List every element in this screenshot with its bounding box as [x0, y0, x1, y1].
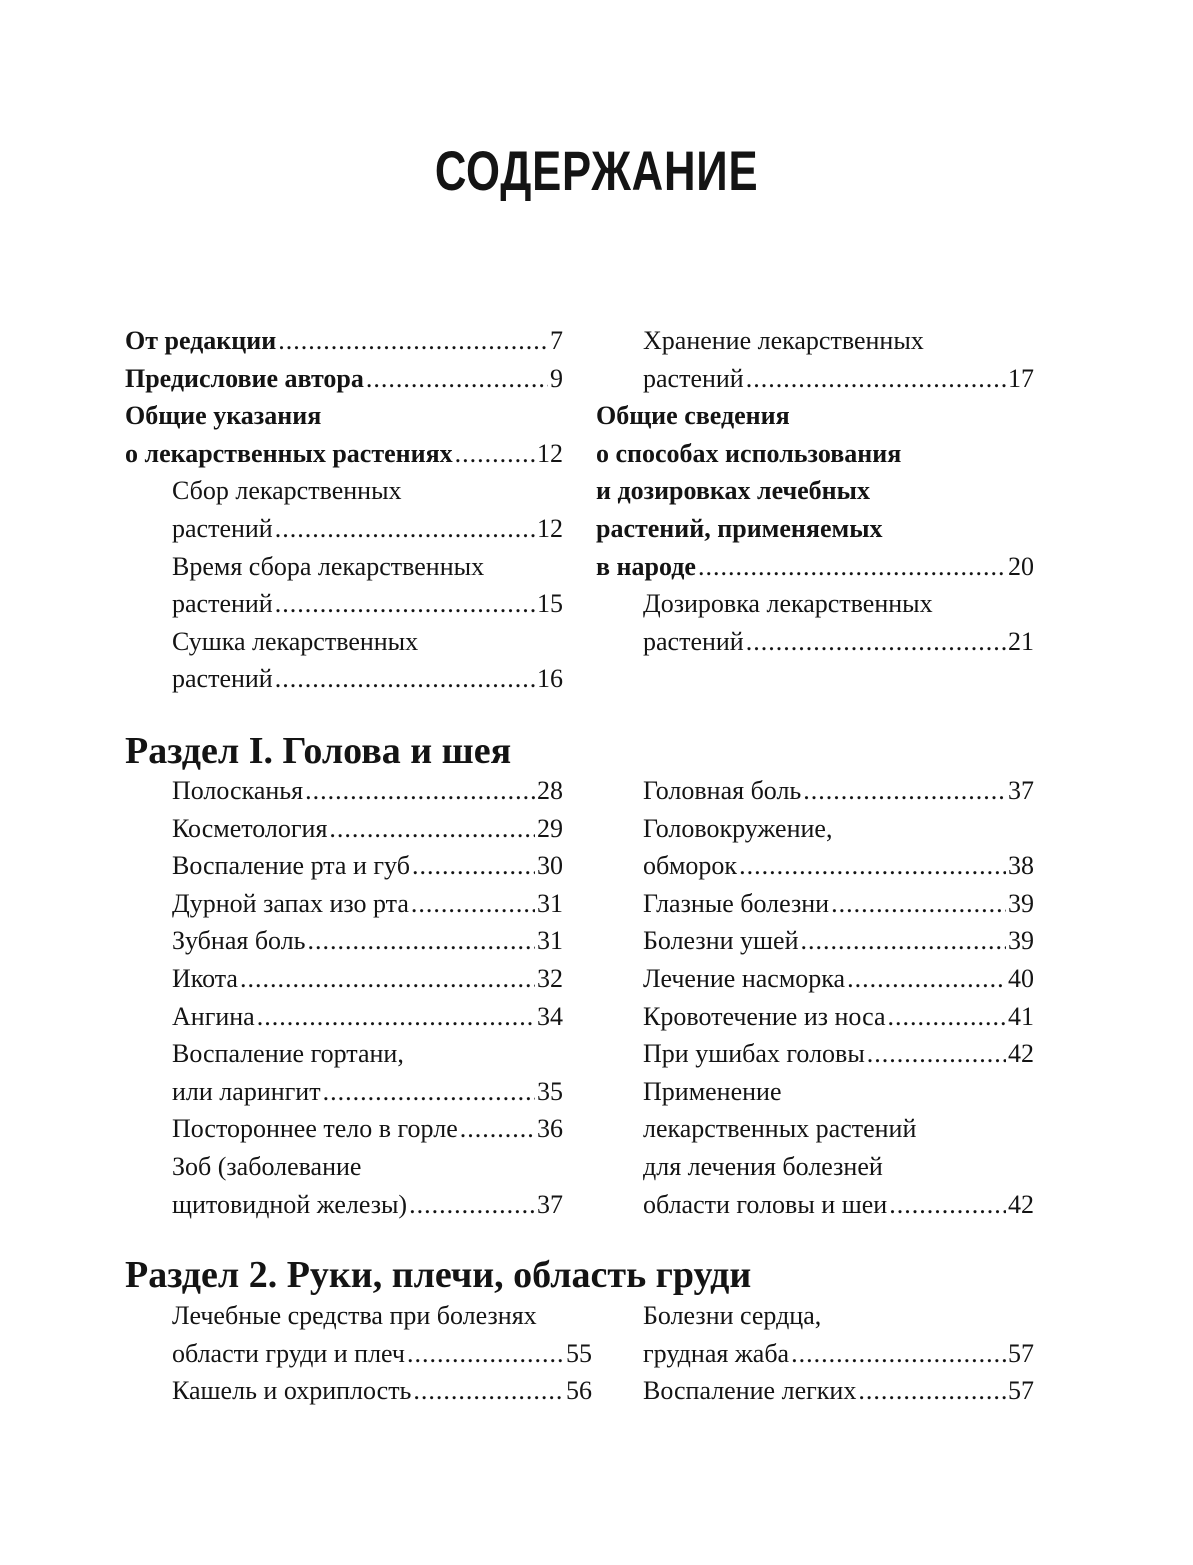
toc-entry-title: и дозировках лечебных	[596, 476, 870, 506]
toc-entry-page: 31	[537, 926, 563, 956]
dot-leader	[791, 1335, 1006, 1373]
section-2-left-column	[172, 1297, 592, 1410]
toc-entry-title: Постороннее тело в горле	[172, 1114, 458, 1144]
toc-entry-title: растений	[172, 664, 273, 694]
toc-entry-title: растений	[643, 626, 744, 656]
toc-entry-title: Общие указания	[125, 401, 322, 431]
toc-entry	[172, 810, 563, 848]
toc-entry	[125, 660, 563, 698]
dot-leader	[801, 922, 1007, 960]
toc-entry-page: 38	[1008, 851, 1034, 881]
toc-entry-page: 32	[537, 963, 563, 993]
toc-entry-page: 39	[1008, 888, 1034, 918]
dot-leader	[308, 922, 535, 960]
toc-entry	[643, 1335, 1034, 1373]
toc-entry	[172, 772, 563, 810]
toc-entry-title: Кровотечение из носа	[643, 1001, 886, 1031]
section-1-heading: Раздел I. Голова и шея	[125, 730, 512, 772]
toc-entry-title: в народе	[596, 551, 696, 581]
dot-leader	[275, 510, 535, 548]
toc-entry	[125, 360, 563, 398]
toc-entry-title: о лекарственных растениях	[125, 438, 453, 468]
toc-entry-page: 57	[1008, 1376, 1034, 1406]
toc-entry	[643, 810, 1034, 848]
toc-entry-title: Глазные болезни	[643, 888, 830, 918]
toc-entry-title: Воспаление гортани,	[172, 1039, 404, 1069]
dot-leader	[460, 1110, 535, 1148]
dot-leader	[275, 660, 535, 698]
toc-entry-page: 7	[550, 326, 563, 355]
toc-entry	[125, 435, 563, 473]
toc-entry-title: Лечебные средства при болезнях	[172, 1301, 537, 1330]
toc-entry	[643, 1372, 1034, 1410]
toc-entry	[125, 585, 563, 623]
toc-entry-title: Хранение лекарственных	[643, 326, 924, 355]
toc-entry	[125, 472, 563, 510]
dot-leader	[323, 1073, 535, 1111]
toc-entry-title: или ларингит	[172, 1076, 321, 1106]
dot-leader	[412, 847, 535, 885]
toc-entry-title: Болезни сердца,	[643, 1301, 822, 1330]
dot-leader	[858, 1372, 1006, 1410]
toc-entry-title: Головная боль	[643, 776, 802, 805]
toc-entry	[643, 847, 1034, 885]
toc-entry-page: 41	[1008, 1001, 1034, 1031]
toc-entry-page: 37	[537, 1189, 563, 1219]
toc-entry-page: 30	[537, 851, 563, 881]
toc-entry-page: 37	[1008, 776, 1034, 805]
dot-leader	[831, 885, 1006, 923]
dot-leader	[329, 810, 535, 848]
toc-entry-title: грудная жаба	[643, 1338, 790, 1368]
toc-entry-title: Воспаление рта и губ	[172, 851, 410, 881]
toc-entry	[643, 998, 1034, 1036]
toc-entry	[596, 397, 1034, 435]
toc-entry	[125, 510, 563, 548]
toc-entry	[172, 1148, 563, 1186]
dot-leader	[275, 585, 535, 623]
toc-entry-page: 12	[537, 513, 563, 543]
toc-entry	[643, 1073, 1034, 1111]
dot-leader	[746, 360, 1006, 398]
toc-entry-page: 21	[1008, 626, 1034, 656]
toc-entry-title: Время сбора лекарственных	[172, 551, 485, 581]
toc-entry	[596, 623, 1034, 661]
toc-entry	[125, 322, 563, 360]
dot-leader	[867, 1035, 1006, 1073]
toc-entry	[172, 1335, 592, 1373]
toc-entry	[643, 1110, 1034, 1148]
toc-entry	[643, 885, 1034, 923]
toc-entry-title: Дурной запах изо рта	[172, 888, 409, 918]
toc-entry	[596, 472, 1034, 510]
dot-leader	[847, 960, 1006, 998]
toc-entry	[172, 922, 563, 960]
toc-entry	[125, 623, 563, 661]
dot-leader	[409, 1186, 535, 1224]
toc-entry-title: Головокружение,	[643, 813, 833, 843]
toc-entry-page: 55	[566, 1338, 592, 1368]
toc-entry-page: 34	[537, 1001, 563, 1031]
toc-entry-title: растений, применяемых	[596, 513, 883, 543]
toc-entry	[643, 922, 1034, 960]
intro-right-column	[596, 322, 1034, 660]
toc-entry-title: Полосканья	[172, 776, 304, 805]
toc-entry-title: щитовидной железы)	[172, 1189, 408, 1219]
toc-entry	[643, 1297, 1034, 1335]
toc-entry	[643, 1148, 1034, 1186]
toc-entry-title: Предисловие автора	[125, 363, 364, 393]
toc-entry-title: лекарственных растений	[643, 1114, 917, 1144]
toc-entry	[172, 1372, 592, 1410]
toc-entry-page: 12	[537, 438, 563, 468]
toc-entry	[172, 960, 563, 998]
dot-leader	[455, 435, 535, 473]
toc-entry-title: Икота	[172, 963, 238, 993]
section-2-heading: Раздел 2. Руки, плечи, область груди	[125, 1254, 752, 1296]
toc-entry	[172, 1035, 563, 1073]
toc-entry	[643, 960, 1034, 998]
toc-entry-title: От редакции	[125, 326, 277, 355]
dot-leader	[413, 1372, 564, 1410]
section-1-left-column	[172, 772, 563, 1223]
toc-entry-title: области головы и шеи	[643, 1189, 888, 1219]
toc-entry-title: Сушка лекарственных	[172, 626, 419, 656]
toc-entry-title: обморок	[643, 851, 738, 881]
toc-entry	[596, 360, 1034, 398]
dot-leader	[305, 772, 535, 810]
intro-left-column	[125, 322, 563, 698]
toc-entry	[172, 1073, 563, 1111]
toc-entry-title: о способах использования	[596, 438, 902, 468]
toc-entry-title: Дозировка лекарственных	[643, 589, 933, 619]
toc-entry	[172, 1297, 592, 1335]
toc-entry	[596, 322, 1034, 360]
dot-leader	[889, 1186, 1006, 1224]
toc-entry-page: 20	[1008, 551, 1034, 581]
toc-entry-page: 42	[1008, 1189, 1034, 1219]
toc-entry-title: для лечения болезней	[643, 1151, 883, 1181]
toc-entry-page: 40	[1008, 963, 1034, 993]
toc-entry	[596, 585, 1034, 623]
dot-leader	[278, 322, 548, 360]
dot-leader	[407, 1335, 564, 1373]
toc-entry	[172, 998, 563, 1036]
toc-entry	[125, 397, 563, 435]
toc-entry	[172, 1110, 563, 1148]
toc-entry	[125, 548, 563, 586]
toc-entry-title: При ушибах головы	[643, 1039, 865, 1069]
toc-entry-page: 36	[537, 1114, 563, 1144]
toc-entry	[172, 885, 563, 923]
page-title: СОДЕРЖАНИЕ	[434, 139, 759, 202]
toc-entry-title: Ангина	[172, 1001, 255, 1031]
toc-entry	[596, 435, 1034, 473]
toc-entry-title: области груди и плеч	[172, 1338, 406, 1368]
toc-entry-page: 42	[1008, 1039, 1034, 1069]
dot-leader	[739, 847, 1006, 885]
section-1-right-column	[643, 772, 1034, 1223]
toc-entry-page: 56	[566, 1376, 592, 1406]
toc-entry-page: 17	[1008, 363, 1034, 393]
toc-entry-title: растений	[172, 589, 273, 619]
toc-entry	[596, 510, 1034, 548]
toc-entry-title: Применение	[643, 1076, 782, 1106]
toc-entry-title: Зоб (заболевание	[172, 1151, 362, 1181]
toc-entry-page: 15	[537, 589, 563, 619]
toc-entry-page: 9	[550, 363, 563, 393]
toc-entry-title: Зубная боль	[172, 926, 306, 956]
dot-leader	[240, 960, 535, 998]
toc-entry-page: 31	[537, 888, 563, 918]
dot-leader	[746, 623, 1006, 661]
section-2-right-column	[643, 1297, 1034, 1410]
toc-entry-title: растений	[172, 513, 273, 543]
toc-entry	[596, 548, 1034, 586]
toc-entry-title: Кашель и охриплость	[172, 1376, 412, 1406]
toc-entry	[643, 772, 1034, 810]
toc-entry-title: Лечение насморка	[643, 963, 846, 993]
toc-entry-page: 16	[537, 664, 563, 694]
toc-entry-title: Воспаление легких	[643, 1376, 857, 1406]
dot-leader	[803, 772, 1006, 810]
toc-entry-title: Болезни ушей	[643, 926, 799, 956]
dot-leader	[887, 998, 1006, 1036]
toc-entry-title: растений	[643, 363, 744, 393]
dot-leader	[698, 548, 1006, 586]
dot-leader	[411, 885, 535, 923]
toc-entry-page: 39	[1008, 926, 1034, 956]
toc-entry-page: 57	[1008, 1338, 1034, 1368]
toc-entry	[172, 1186, 563, 1224]
toc-entry	[643, 1186, 1034, 1224]
dot-leader	[366, 360, 548, 398]
toc-entry-page: 28	[537, 776, 563, 805]
toc-entry-page: 29	[537, 813, 563, 843]
toc-entry	[643, 1035, 1034, 1073]
toc-entry-title: Сбор лекарственных	[172, 476, 402, 506]
toc-entry	[172, 847, 563, 885]
toc-entry-title: Общие сведения	[596, 401, 790, 431]
dot-leader	[257, 998, 535, 1036]
toc-entry-page: 35	[537, 1076, 563, 1106]
toc-entry-title: Косметология	[172, 813, 328, 843]
